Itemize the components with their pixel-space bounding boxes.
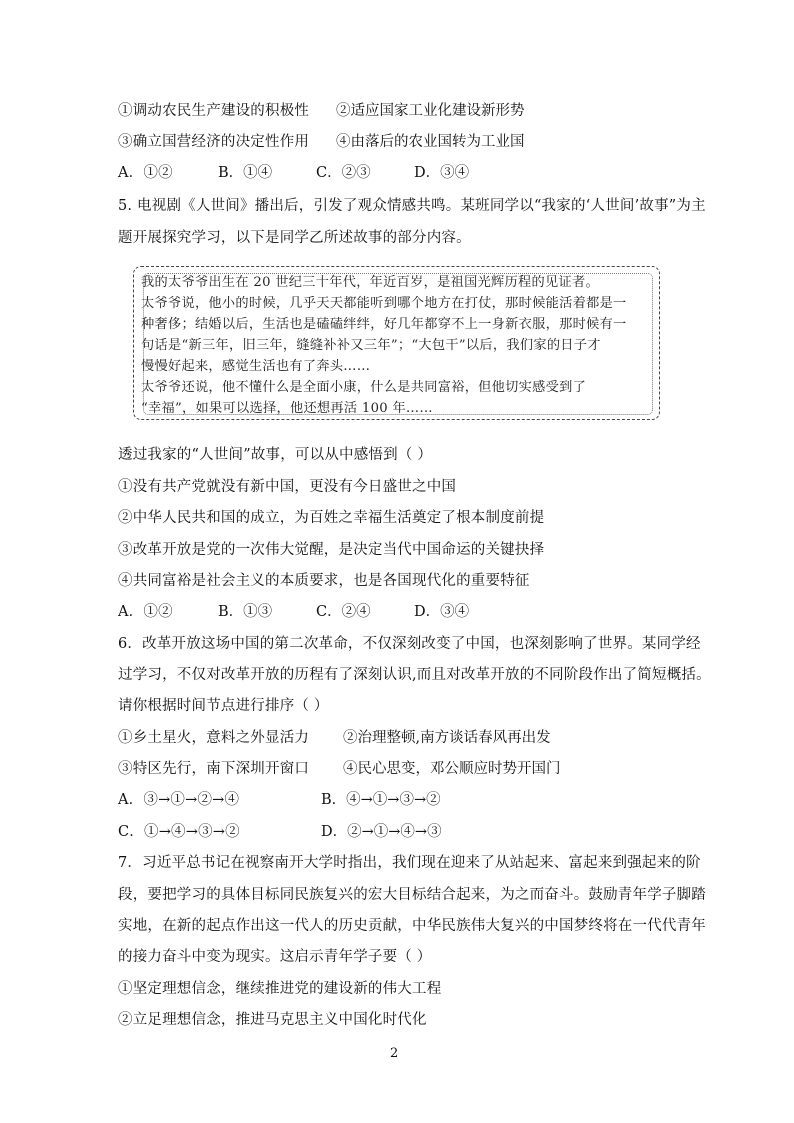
q5-choice-a: A．①② [118, 604, 173, 620]
story-line-6: 太爷爷还说，他不懂什么是全面小康，什么是共同富裕，但他切实感受到了 [141, 380, 587, 395]
q7-option-1: ①坚定理想信念，继续推进党的建设新的伟大工程 [118, 981, 442, 997]
story-line-3: 种奢侈；结婚以后，生活也是磕磕绊绊，好几年都穿不上一身新衣服，那时候有一 [141, 317, 627, 332]
story-line-7: “幸福”，如果可以选择，他还想再活 100 年…… [141, 401, 433, 416]
q4-option-4: ④由落后的农业国转为工业国 [336, 134, 525, 150]
q6-choice-c: C．①→④→③→② [118, 824, 240, 840]
q4-choice-b: B．①④ [218, 165, 273, 181]
q7-stem-line-2: 段，要把学习的具体目标同民族复兴的宏大目标结合起来，为之而奋斗。鼓励青年学子脚踏 [118, 887, 706, 903]
q4-choice-a: A．①② [118, 165, 173, 181]
q5-option-1: ①没有共产党就没有新中国，更没有今日盛世之中国 [118, 479, 457, 495]
story-line-2: 太爷爷说，他小的时候，几乎天天都能听到哪个地方在打仗，那时候能活着都是一 [141, 296, 627, 311]
q6-choice-d: D．②→①→④→③ [321, 824, 442, 840]
q4-option-3: ③确立国营经济的决定性作用 [118, 134, 310, 150]
q4-option-1: ①调动农民生产建设的积极性 [118, 103, 310, 119]
q7-stem-line-3: 实地，在新的起点作出这一代人的历史贡献，中华民族伟大复兴的中国梦终将在一代代青年 [118, 918, 706, 934]
q5-option-4: ④共同富裕是社会主义的本质要求，也是各国现代化的重要特征 [118, 573, 530, 589]
q6-option-2: ②治理整顿,南方谈话春风再出发 [343, 730, 551, 746]
page-number: 2 [390, 1046, 399, 1061]
q6-choice-a: A．③→①→②→④ [118, 792, 240, 808]
story-line-1: 我的太爷爷出生在 20 世纪三十年代，年近百岁，是祖国光辉历程的见证者。 [141, 275, 599, 290]
story-line-4: 句话是“新三年，旧三年，缝缝补补又三年”；“大包干”以后，我们家的日子才 [141, 338, 601, 353]
q5-stem-line-2: 题开展探究学习，以下是同学乙所述故事的部分内容。 [118, 230, 471, 246]
q6-option-4: ④民心思变，邓公顺应时势开国门 [343, 761, 561, 777]
q5-option-2: ②中华人民共和国的成立，为百姓之幸福生活奠定了根本制度前提 [118, 510, 545, 526]
q5-stem-line-1: 5. 电视剧《人世间》播出后，引发了观众情感共鸣。某班同学以“我家的‘人世间’故事”为主 [118, 198, 706, 214]
q5-question: 透过我家的“人世间”故事，可以从中感悟到（ ） [118, 447, 433, 463]
q7-stem-line-1: 7．习近平总书记在视察南开大学时指出，我们现在迎来了从站起来、富起来到强起来的阶 [118, 855, 701, 871]
q5-choice-d: D．③④ [414, 604, 470, 620]
q6-stem-line-1: 6．改革开放这场中国的第二次革命，不仅深刻改变了中国，也深刻影响了世界。某同学经 [118, 636, 701, 652]
q6-option-3: ③特区先行，南下深圳开窗口 [118, 761, 310, 777]
q4-option-2: ②适应国家工业化建设新形势 [336, 103, 525, 119]
q6-choice-b: B．④→①→③→② [321, 792, 441, 808]
q5-choice-c: C．②④ [316, 604, 371, 620]
q5-option-3: ③改革开放是党的一次伟大觉醒，是决定当代中国命运的关键抉择 [118, 542, 545, 558]
q7-option-2: ②立足理想信念，推进马克思主义中国化时代化 [118, 1012, 427, 1028]
q5-choice-b: B．①③ [218, 604, 273, 620]
q6-stem-line-2: 过学习，不仅对改革开放的历程有了深刻认识,而且对改革开放的不同阶段作出了简短概括。 [118, 667, 711, 683]
q4-choice-c: C．②③ [316, 165, 371, 181]
q6-option-1: ①乡土星火，意料之外显活力 [118, 730, 310, 746]
q7-stem-line-4: 的接力奋斗中变为现实。这启示青年学子要（ ） [118, 949, 432, 965]
q6-stem-line-3: 请你根据时间节点进行排序（ ） [118, 698, 329, 714]
story-line-5: 慢慢好起来，感觉生活也有了奔头…… [141, 359, 371, 374]
q4-choice-d: D．③④ [414, 165, 470, 181]
